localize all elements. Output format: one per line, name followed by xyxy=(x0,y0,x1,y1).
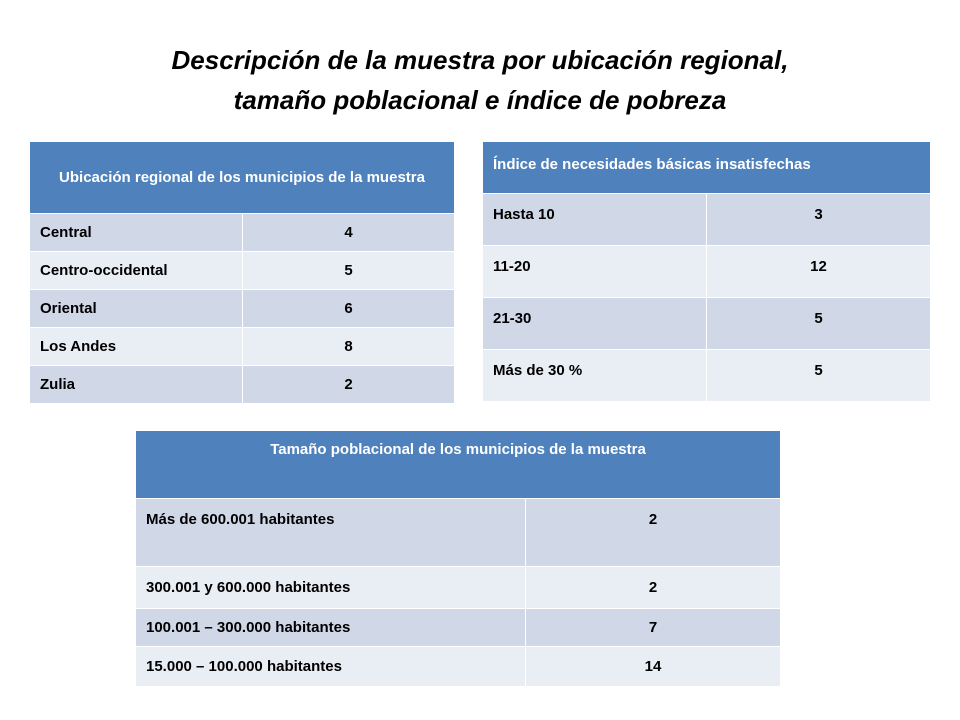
poverty-label: Más de 30 % xyxy=(483,350,707,402)
table-row xyxy=(30,328,455,366)
region-label: Oriental xyxy=(30,290,243,328)
table-row xyxy=(483,246,931,298)
poverty-label: 11-20 xyxy=(483,246,707,298)
region-value: 5 xyxy=(243,252,455,290)
poverty-value: 12 xyxy=(707,246,931,298)
table-row xyxy=(30,214,455,252)
table-row xyxy=(136,647,781,687)
poverty-value: 5 xyxy=(707,298,931,350)
population-table-header: Tamaño poblacional de los municipios de la muestra xyxy=(136,431,781,499)
slide-title xyxy=(40,40,920,120)
region-label: Centro-occidental xyxy=(30,252,243,290)
region-label: Central xyxy=(30,214,243,252)
poverty-index-table xyxy=(482,141,931,402)
table-row xyxy=(483,350,931,402)
region-table-header: Ubicación regional de los municipios de la muestra xyxy=(30,142,455,214)
population-label: 100.001 – 300.000 habitantes xyxy=(136,609,526,647)
population-label: Más de 600.001 habitantes xyxy=(136,499,526,567)
region-value: 8 xyxy=(243,328,455,366)
poverty-label: 21-30 xyxy=(483,298,707,350)
region-value: 4 xyxy=(243,214,455,252)
table-row xyxy=(136,567,781,609)
poverty-table-header: Índice de necesidades básicas insatisfechas xyxy=(483,142,931,194)
table-row xyxy=(30,290,455,328)
poverty-value: 5 xyxy=(707,350,931,402)
population-value: 14 xyxy=(526,647,781,687)
table-row xyxy=(136,609,781,647)
table-row xyxy=(30,366,455,404)
slide-title-line-1: Descripción de la muestra por ubicación regional, xyxy=(171,45,789,75)
population-value: 2 xyxy=(526,567,781,609)
table-row xyxy=(30,252,455,290)
region-value: 6 xyxy=(243,290,455,328)
population-value: 2 xyxy=(526,499,781,567)
region-value: 2 xyxy=(243,366,455,404)
population-size-table xyxy=(135,430,781,687)
population-value: 7 xyxy=(526,609,781,647)
region-label: Los Andes xyxy=(30,328,243,366)
table-row xyxy=(136,499,781,567)
table-row xyxy=(483,194,931,246)
slide-title-line-2: tamaño poblacional e índice de pobreza xyxy=(233,85,727,115)
population-label: 300.001 y 600.000 habitantes xyxy=(136,567,526,609)
table-row xyxy=(483,298,931,350)
region-label: Zulia xyxy=(30,366,243,404)
population-label: 15.000 – 100.000 habitantes xyxy=(136,647,526,687)
poverty-value: 3 xyxy=(707,194,931,246)
poverty-label: Hasta 10 xyxy=(483,194,707,246)
region-table xyxy=(29,141,455,404)
